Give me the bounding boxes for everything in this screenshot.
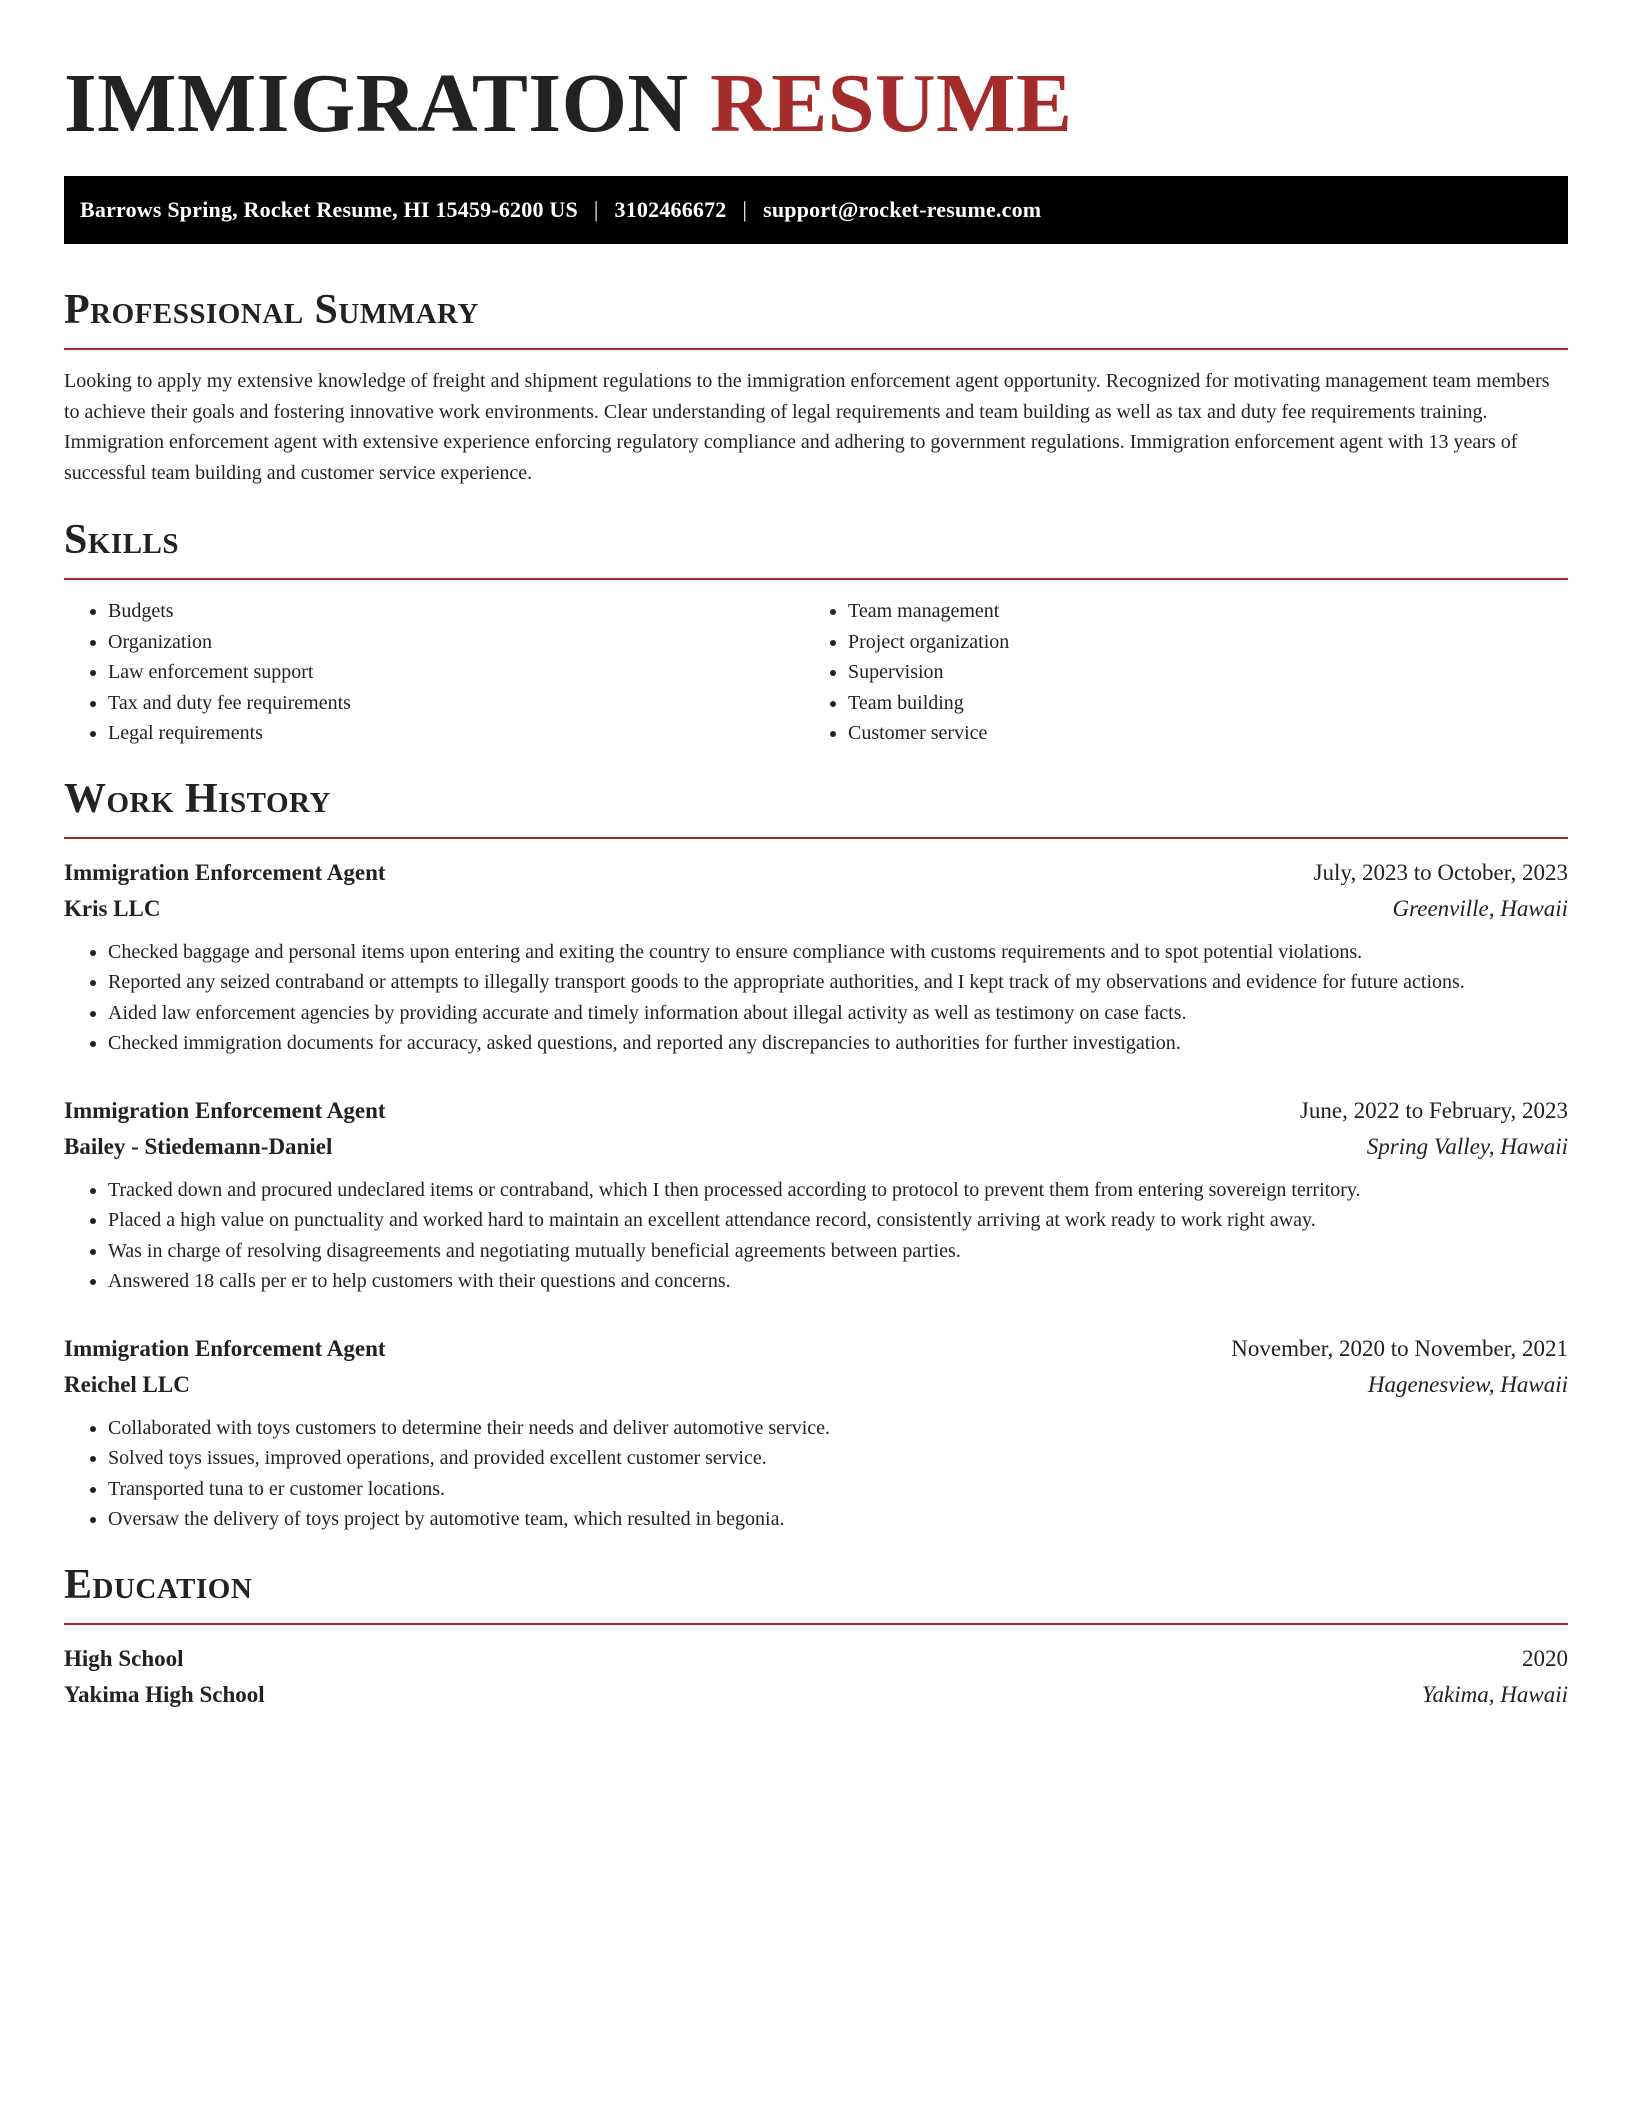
contact-phone: 3102466672 <box>614 197 727 222</box>
education-entry <box>64 1641 1568 1713</box>
job-dates: November, 2020 to November, 2021 <box>1231 1335 1568 1361</box>
job-bullet: • Checked baggage and personal items upon entering and exiting the country to ensure compliance with customs requirements and to spot potential violations. <box>108 937 1568 968</box>
job-header-row <box>64 1331 1568 1367</box>
skills-grid <box>64 596 1568 749</box>
skill-item: • Project organization <box>848 627 1544 658</box>
contact-separator: | <box>742 197 748 222</box>
job-location: Hagenesview, Hawaii <box>1367 1371 1568 1397</box>
contact-address: Barrows Spring, Rocket Resume, HI 15459-6200 US <box>80 197 578 222</box>
job-company-row <box>64 1367 1568 1403</box>
skills-list-left <box>64 596 804 749</box>
job-company-row <box>64 1129 1568 1165</box>
name-first: IMMIGRATION <box>64 57 689 150</box>
resume-name-heading <box>64 56 1568 152</box>
name-last: RESUME <box>710 57 1073 150</box>
skill-item: • Legal requirements <box>108 718 804 749</box>
skill-item: • Team management <box>848 596 1544 627</box>
contact-email: support@rocket-resume.com <box>763 197 1042 222</box>
job-header-row <box>64 1093 1568 1129</box>
summary-text: Looking to apply my extensive knowledge of freight and shipment regulations to the immigration enforcement agent opportunity. Recognized for motivating management team members to achieve their goals and fostering innovative work environments. Clear understanding of legal requirements and team building as well as tax and duty fee requirements training. Immigration enforcement agent with extensive experience enforcing regulatory compliance and adhering to government regulations. Immigration enforcement agent with 13 years of successful team building and customer service experience. <box>64 370 1550 484</box>
job-header-row <box>64 855 1568 891</box>
skill-item: • Customer service <box>848 718 1544 749</box>
job-location: Greenville, Hawaii <box>1392 895 1568 921</box>
job-bullets <box>64 937 1568 1059</box>
skills-list-right <box>804 596 1544 749</box>
skill-item: • Team building <box>848 688 1544 719</box>
job-dates: June, 2022 to February, 2023 <box>1299 1097 1568 1123</box>
job-bullets <box>64 1413 1568 1535</box>
job-bullet: • Placed a high value on punctuality and worked hard to maintain an excellent attendance record, consistently arriving at work ready to work right away. <box>108 1205 1568 1236</box>
job-entry <box>64 1331 1568 1535</box>
job-bullets <box>64 1175 1568 1297</box>
job-entry <box>64 1093 1568 1297</box>
job-bullet: • Reported any seized contraband or attempts to illegally transport goods to the appropriate authorities, and I kept track of my observations and evidence for future actions. <box>108 967 1568 998</box>
education-degree-row <box>64 1641 1568 1677</box>
education-school-row <box>64 1677 1568 1713</box>
skill-item: • Budgets <box>108 596 804 627</box>
summary-section-title: Professional Summary <box>64 284 1568 350</box>
job-bullet: • Tracked down and procured undeclared items or contraband, which I then processed according to protocol to prevent them from entering sovereign territory. <box>108 1175 1568 1206</box>
education-degree: High School <box>64 1645 184 1671</box>
skill-item: • Tax and duty fee requirements <box>108 688 804 719</box>
job-company: Bailey - Stiedemann-Daniel <box>64 1133 333 1159</box>
job-dates: July, 2023 to October, 2023 <box>1313 859 1568 885</box>
education-year: 2020 <box>1522 1645 1568 1671</box>
job-entry <box>64 855 1568 1059</box>
contact-separator: | <box>593 197 599 222</box>
skills-section-title: Skills <box>64 514 1568 580</box>
education-section-title: Education <box>64 1559 1568 1625</box>
skill-item: • Supervision <box>848 657 1544 688</box>
job-company: Kris LLC <box>64 895 161 921</box>
contact-bar <box>64 176 1568 244</box>
education-location: Yakima, Hawaii <box>1421 1681 1568 1707</box>
job-title: Immigration Enforcement Agent <box>64 1097 386 1123</box>
job-company: Reichel LLC <box>64 1371 190 1397</box>
job-location: Spring Valley, Hawaii <box>1366 1133 1568 1159</box>
job-bullet: • Oversaw the delivery of toys project by automotive team, which resulted in begonia. <box>108 1504 1568 1535</box>
job-bullet: • Checked immigration documents for accuracy, asked questions, and reported any discrepancies to authorities for further investigation. <box>108 1028 1568 1059</box>
job-bullet: • Solved toys issues, improved operations, and provided excellent customer service. <box>108 1443 1568 1474</box>
job-company-row <box>64 891 1568 927</box>
resume-page <box>64 0 1568 1713</box>
job-title: Immigration Enforcement Agent <box>64 859 386 885</box>
job-bullet: • Was in charge of resolving disagreements and negotiating mutually beneficial agreements between parties. <box>108 1236 1568 1267</box>
job-title: Immigration Enforcement Agent <box>64 1335 386 1361</box>
job-bullet: • Collaborated with toys customers to determine their needs and deliver automotive service. <box>108 1413 1568 1444</box>
work-section-title: Work History <box>64 773 1568 839</box>
skill-item: • Organization <box>108 627 804 658</box>
job-bullet: • Answered 18 calls per er to help customers with their questions and concerns. <box>108 1266 1568 1297</box>
education-school: Yakima High School <box>64 1681 265 1707</box>
job-bullet: • Aided law enforcement agencies by providing accurate and timely information about illegal activity as well as testimony on case facts. <box>108 998 1568 1029</box>
skill-item: • Law enforcement support <box>108 657 804 688</box>
job-bullet: • Transported tuna to er customer locations. <box>108 1474 1568 1505</box>
